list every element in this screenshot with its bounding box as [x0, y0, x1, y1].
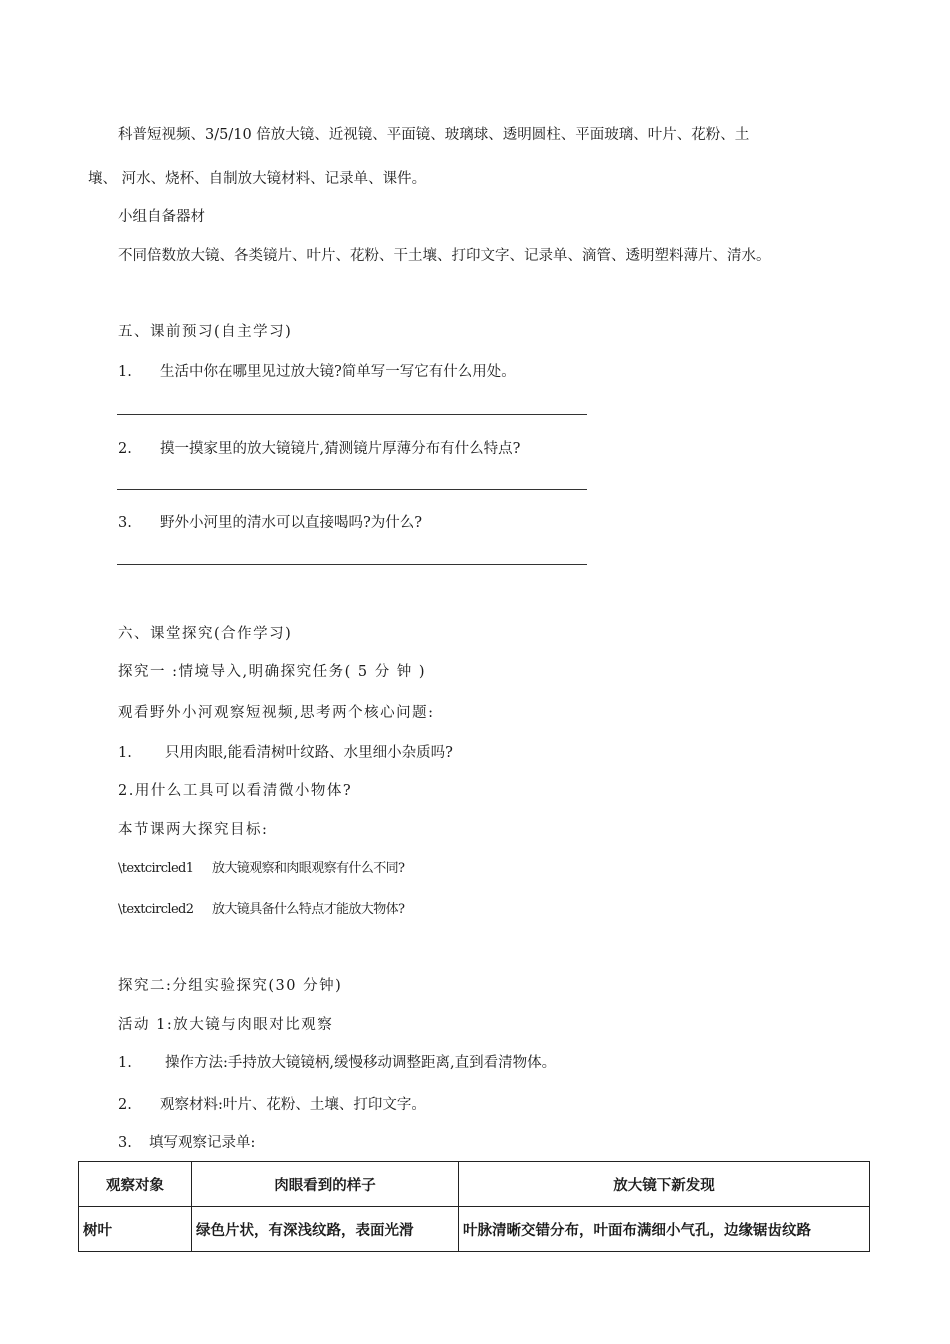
observation-table	[78, 1161, 870, 1252]
step-2-number: 2.	[118, 1097, 132, 1113]
explore-part1-title: 探究一 :情境导入,明确探究任务( 5 分 钟 )	[118, 664, 427, 680]
step-2-text: 观察材料:叶片、花粉、土壤、打印文字。	[160, 1097, 426, 1113]
materials-line-1: 科普短视频、3/5/10 倍放大镜、近视镜、平面镜、玻璃球、透明圆柱、平面玻璃、叶片、花粉、土	[118, 127, 750, 143]
core-question-1-text: 只用肉眼,能看清树叶纹路、水里细小杂质吗?	[165, 745, 453, 761]
preview-heading: 五、课前预习(自主学习)	[118, 324, 293, 340]
core-question-1-number: 1.	[118, 745, 132, 761]
step-3-number: 3.	[118, 1135, 132, 1151]
group-materials-heading: 小组自备器材	[118, 209, 205, 225]
core-question-2: 2.用什么工具可以看清微小物体?	[118, 783, 353, 799]
explore-heading: 六、课堂探究(合作学习)	[118, 626, 293, 642]
video-prompt: 观看野外小河观察短视频,思考两个核心问题:	[118, 705, 435, 721]
header-naked-eye: 肉眼看到的样子	[192, 1162, 459, 1207]
preview-q1-text: 生活中你在哪里见过放大镜?简单写一写它有什么用处。	[160, 364, 516, 380]
materials-line-2: 壤、 河水、烧杯、自制放大镜材料、记录单、课件。	[88, 171, 427, 187]
goal-2-marker: \textcircled2	[118, 902, 194, 917]
group-materials-list: 不同倍数放大镜、各类镜片、叶片、花粉、干土壤、打印文字、记录单、滴管、透明塑料薄片、清水。	[118, 248, 771, 264]
header-object: 观察对象	[79, 1162, 192, 1207]
preview-q1-number: 1.	[118, 364, 132, 380]
header-magnifier: 放大镜下新发现	[459, 1162, 870, 1207]
goal-1-text: 放大镜观察和肉眼观察有什么不同?	[212, 861, 405, 876]
table-header-row	[79, 1162, 870, 1207]
goals-heading: 本节课两大探究目标:	[118, 822, 269, 838]
cell-object: 树叶	[79, 1207, 192, 1252]
activity1-title: 活动 1:放大镜与肉眼对比观察	[118, 1017, 334, 1033]
goal-2-text: 放大镜具备什么特点才能放大物体?	[212, 902, 405, 917]
answer-line-3[interactable]	[117, 564, 587, 565]
preview-q3-number: 3.	[118, 515, 132, 531]
preview-q2-number: 2.	[118, 441, 132, 457]
answer-line-1[interactable]	[117, 414, 587, 415]
cell-naked-eye: 绿色片状，有深浅纹路，表面光滑	[192, 1207, 459, 1252]
goal-1-marker: \textcircled1	[118, 861, 194, 876]
table-row	[79, 1207, 870, 1252]
step-1-text: 操作方法:手持放大镜镜柄,缓慢移动调整距离,直到看清物体。	[165, 1055, 557, 1071]
answer-line-2[interactable]	[117, 489, 587, 490]
cell-magnifier: 叶脉清晰交错分布，叶面布满细小气孔，边缘锯齿纹路	[459, 1207, 870, 1252]
step-3-text: 填写观察记录单:	[149, 1135, 256, 1151]
explore-part2-title: 探究二:分组实验探究(30 分钟)	[118, 978, 343, 994]
preview-q3-text: 野外小河里的清水可以直接喝吗?为什么?	[160, 515, 423, 531]
preview-q2-text: 摸一摸家里的放大镜镜片,猜测镜片厚薄分布有什么特点?	[160, 441, 521, 457]
step-1-number: 1.	[118, 1055, 132, 1071]
